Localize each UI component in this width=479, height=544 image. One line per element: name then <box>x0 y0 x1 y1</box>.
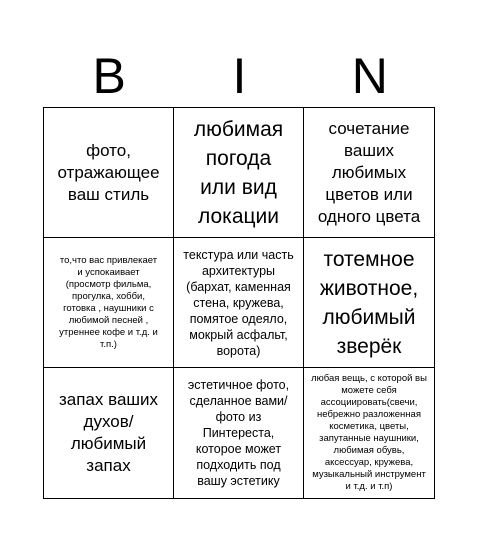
cell-text: эстетичное фото, сделанное вами/ фото из Пинтереста, которое может подходить под вашу эстетику <box>187 378 290 488</box>
bingo-cell-r2c3[interactable] <box>304 238 434 368</box>
bingo-header <box>44 48 435 104</box>
bingo-cell-r2c1[interactable] <box>44 238 174 368</box>
cell-text: фото, отражающее ваш стиль <box>57 140 160 204</box>
header-letter-n: N <box>351 48 388 104</box>
cell-text: текстура или часть архитектуры (бархат, каменная стена, кружева, помятое одеяло, мокрый асфальт, ворота) <box>183 247 294 358</box>
bingo-cell-r1c2[interactable] <box>174 108 304 238</box>
cell-text: сочетание ваших любимых цветов или одного цвета <box>317 118 421 226</box>
bingo-cell-r3c2[interactable] <box>174 368 304 498</box>
cell-text: любая вещь, с которой вы можете себя ассоциировать(свечи, небрежно разложенная косметика, цветы, запутанные наушники, любимая обувь, аксессуар, кружева, музыкальный инструмент и т.д. и т.п) <box>311 373 427 492</box>
header-letter-i: I <box>232 48 247 104</box>
bingo-cell-r1c3[interactable] <box>304 108 434 238</box>
bingo-cell-r1c1[interactable] <box>44 108 174 238</box>
cell-text: любимая погода или вид локации <box>193 117 284 228</box>
bingo-cell-r3c3[interactable] <box>304 368 434 498</box>
cell-text: тотемное животное, любимый зверёк <box>319 247 419 358</box>
cell-text: то,что вас привлекает и успокаивает (просмотр фильма, прогулка, хобби, готовка , наушники с любимой песней , утреннее кофе и т.д. и т.п.) <box>59 254 158 350</box>
header-letter-b: B <box>92 48 126 104</box>
bingo-grid <box>43 107 435 499</box>
bingo-cell-r2c2[interactable] <box>174 238 304 368</box>
bingo-cell-r3c1[interactable] <box>44 368 174 498</box>
cell-text: запах ваших духов/ любимый запах <box>58 390 159 475</box>
